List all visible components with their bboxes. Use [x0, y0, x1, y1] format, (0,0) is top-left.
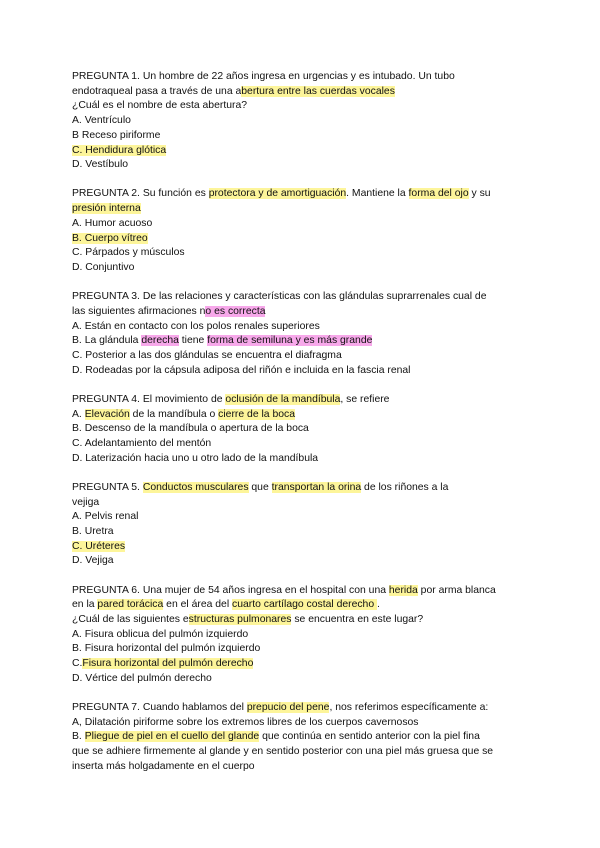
text-segment: en la [72, 599, 98, 611]
highlighted-text: cierre de la boca [218, 408, 295, 420]
highlighted-text: Conductos musculares [142, 481, 249, 493]
question-line [72, 349, 532, 364]
text-segment: en el área del [163, 599, 233, 611]
text-segment: , se refiere [340, 393, 390, 405]
text-segment: endotraqueal pasa a través de una a [72, 85, 242, 97]
text-segment: por arma blanca [417, 584, 496, 596]
text-segment: que [248, 481, 272, 493]
text-segment: A, Dilatación piriforme sobre los extremos libres de los cuerpos cavernosos [72, 716, 419, 728]
text-segment: PREGUNTA 1. Un hombre de 22 años ingresa en urgencias y es intubado. Un tubo [72, 71, 455, 82]
text-segment: A. Están en contacto con los polos renales superiores [72, 320, 320, 332]
highlighted-text: bertura entre las cuerdas vocales [241, 85, 395, 97]
question-line [72, 540, 532, 555]
text-segment: D. Vestíbulo [72, 159, 129, 171]
text-segment: A. Fisura oblicua del pulmón izquierdo [72, 628, 249, 640]
text-segment: , nos referimos específicamente a: [329, 702, 489, 714]
question-line [72, 525, 532, 540]
highlighted-text: prepucio del pene [246, 702, 330, 714]
question-text-line [72, 701, 532, 716]
question-line [72, 598, 532, 613]
question-text-line [72, 584, 532, 599]
text-segment: las siguientes afirmaciones n [72, 305, 206, 317]
highlighted-text: B. Cuerpo vítreo [72, 232, 148, 244]
text-segment: PREGUNTA 4. El movimiento de [72, 393, 226, 405]
question-line [72, 246, 532, 261]
highlighted-text: pared torácica [97, 599, 164, 611]
highlighted-text: herida [388, 584, 418, 596]
text-segment: C. Adelantamiento del mentón [72, 437, 212, 449]
question-text-line [72, 481, 532, 496]
text-segment: C. Párpados y músculos [72, 247, 185, 259]
question-line [72, 129, 532, 144]
highlighted-text: Pliegue de piel en el cuello del glande [84, 731, 260, 743]
text-segment: . Mantiene la [346, 188, 409, 200]
text-segment: A. [72, 408, 85, 420]
question-line [72, 114, 532, 129]
highlighted-text: o es correcta [205, 305, 266, 317]
question-line [72, 217, 532, 232]
text-segment: de la mandíbula o [129, 408, 219, 420]
question-1 [72, 70, 532, 173]
text-segment: que se adhiere firmemente al glande y en sentido posterior con una piel más gruesa que se [72, 746, 494, 758]
question-line [72, 261, 532, 276]
text-segment: vejiga [72, 496, 100, 508]
text-segment: D. Vejiga [72, 555, 114, 567]
highlighted-text: C. Uréteres [72, 540, 126, 552]
highlighted-text: presión interna [72, 203, 141, 215]
question-4 [72, 393, 532, 467]
text-segment: B. Uretra [72, 525, 114, 537]
highlighted-text: protectora y de amortiguación [208, 188, 347, 200]
text-segment: de los riñones a la [361, 481, 449, 493]
highlighted-text: forma de semiluna y es más grande [207, 335, 373, 347]
question-line [72, 730, 532, 745]
text-segment: PREGUNTA 5. [72, 481, 143, 493]
text-segment: B. La glándula [72, 335, 142, 347]
question-line [72, 158, 532, 173]
question-line [72, 745, 532, 760]
question-list [72, 70, 532, 789]
question-text-line [72, 393, 532, 408]
highlighted-text: derecha [141, 335, 179, 347]
question-line [72, 320, 532, 335]
question-line [72, 613, 532, 628]
question-text-line [72, 290, 532, 305]
question-line [72, 422, 532, 437]
text-segment: D. Conjuntivo [72, 261, 135, 273]
text-segment: B Receso piriforme [72, 129, 161, 141]
text-segment: PREGUNTA 2. Su función es [72, 188, 209, 200]
text-segment: D. Laterización hacia uno u otro lado de la mandíbula [72, 452, 319, 464]
question-line [72, 642, 532, 657]
text-segment: . [377, 599, 380, 611]
text-segment: tiene [178, 335, 208, 347]
question-line [72, 657, 532, 672]
text-segment: ¿Cuál de las siguientes e [72, 614, 189, 625]
text-segment: y su [468, 188, 491, 200]
text-segment: A. Ventrículo [72, 115, 131, 127]
text-segment: que continúa en sentido anterior con la piel fina [259, 731, 480, 743]
text-segment: ¿Cuál es el nombre de esta abertura? [72, 100, 248, 112]
text-segment: PREGUNTA 7. Cuando hablamos del [72, 702, 247, 714]
text-segment: D. Rodeadas por la cápsula adiposa del riñón e incluida en la fascia renal [72, 364, 411, 376]
question-line [72, 144, 532, 159]
highlighted-text: cuarto cartílago costal derecho [232, 599, 378, 611]
question-text-line [72, 70, 532, 85]
highlighted-text: Fisura horizontal del pulmón derecho [82, 658, 254, 670]
text-segment: B. [72, 731, 85, 743]
question-line [72, 437, 532, 452]
question-5 [72, 481, 532, 569]
text-segment: C. Posterior a las dos glándulas se encuentra el diafragma [72, 349, 342, 361]
highlighted-text: Elevación [84, 408, 130, 420]
question-line [72, 305, 532, 320]
question-line [72, 760, 532, 775]
text-segment: A. Pelvis renal [72, 511, 139, 523]
question-line [72, 408, 532, 423]
highlighted-text: transportan la orina [271, 481, 362, 493]
question-line [72, 510, 532, 525]
text-segment: D. Vértice del pulmón derecho [72, 672, 212, 684]
question-line [72, 452, 532, 467]
question-line [72, 628, 532, 643]
question-3 [72, 290, 532, 378]
question-line [72, 716, 532, 731]
question-text-line [72, 187, 532, 202]
question-line [72, 99, 532, 114]
highlighted-text: oclusión de la mandíbula [225, 393, 341, 405]
text-segment: A. Humor acuoso [72, 217, 153, 229]
highlighted-text: structuras pulmonares [188, 614, 292, 625]
question-line [72, 364, 532, 379]
text-segment: PREGUNTA 3. De las relaciones y características con las glándulas suprarrenales cual de [72, 291, 487, 303]
text-segment: B. Descenso de la mandíbula o apertura de la boca [72, 423, 309, 435]
question-line [72, 85, 532, 100]
highlighted-text: C. Hendidura glótica [72, 144, 167, 156]
question-7 [72, 701, 532, 775]
text-segment: inserta más holgadamente en el cuerpo [72, 760, 255, 772]
question-line [72, 334, 532, 349]
question-line [72, 496, 532, 511]
text-segment: B. Fisura horizontal del pulmón izquierdo [72, 643, 261, 655]
question-6 [72, 584, 532, 687]
highlighted-text: forma del ojo [408, 188, 469, 200]
question-line [72, 672, 532, 687]
question-2 [72, 187, 532, 275]
question-line [72, 232, 532, 247]
text-segment: PREGUNTA 6. Una mujer de 54 años ingresa en el hospital con una [72, 584, 389, 596]
text-segment: C. [72, 658, 83, 670]
question-line [72, 554, 532, 569]
question-line [72, 202, 532, 217]
text-segment: se encuentra en este lugar? [291, 614, 424, 625]
